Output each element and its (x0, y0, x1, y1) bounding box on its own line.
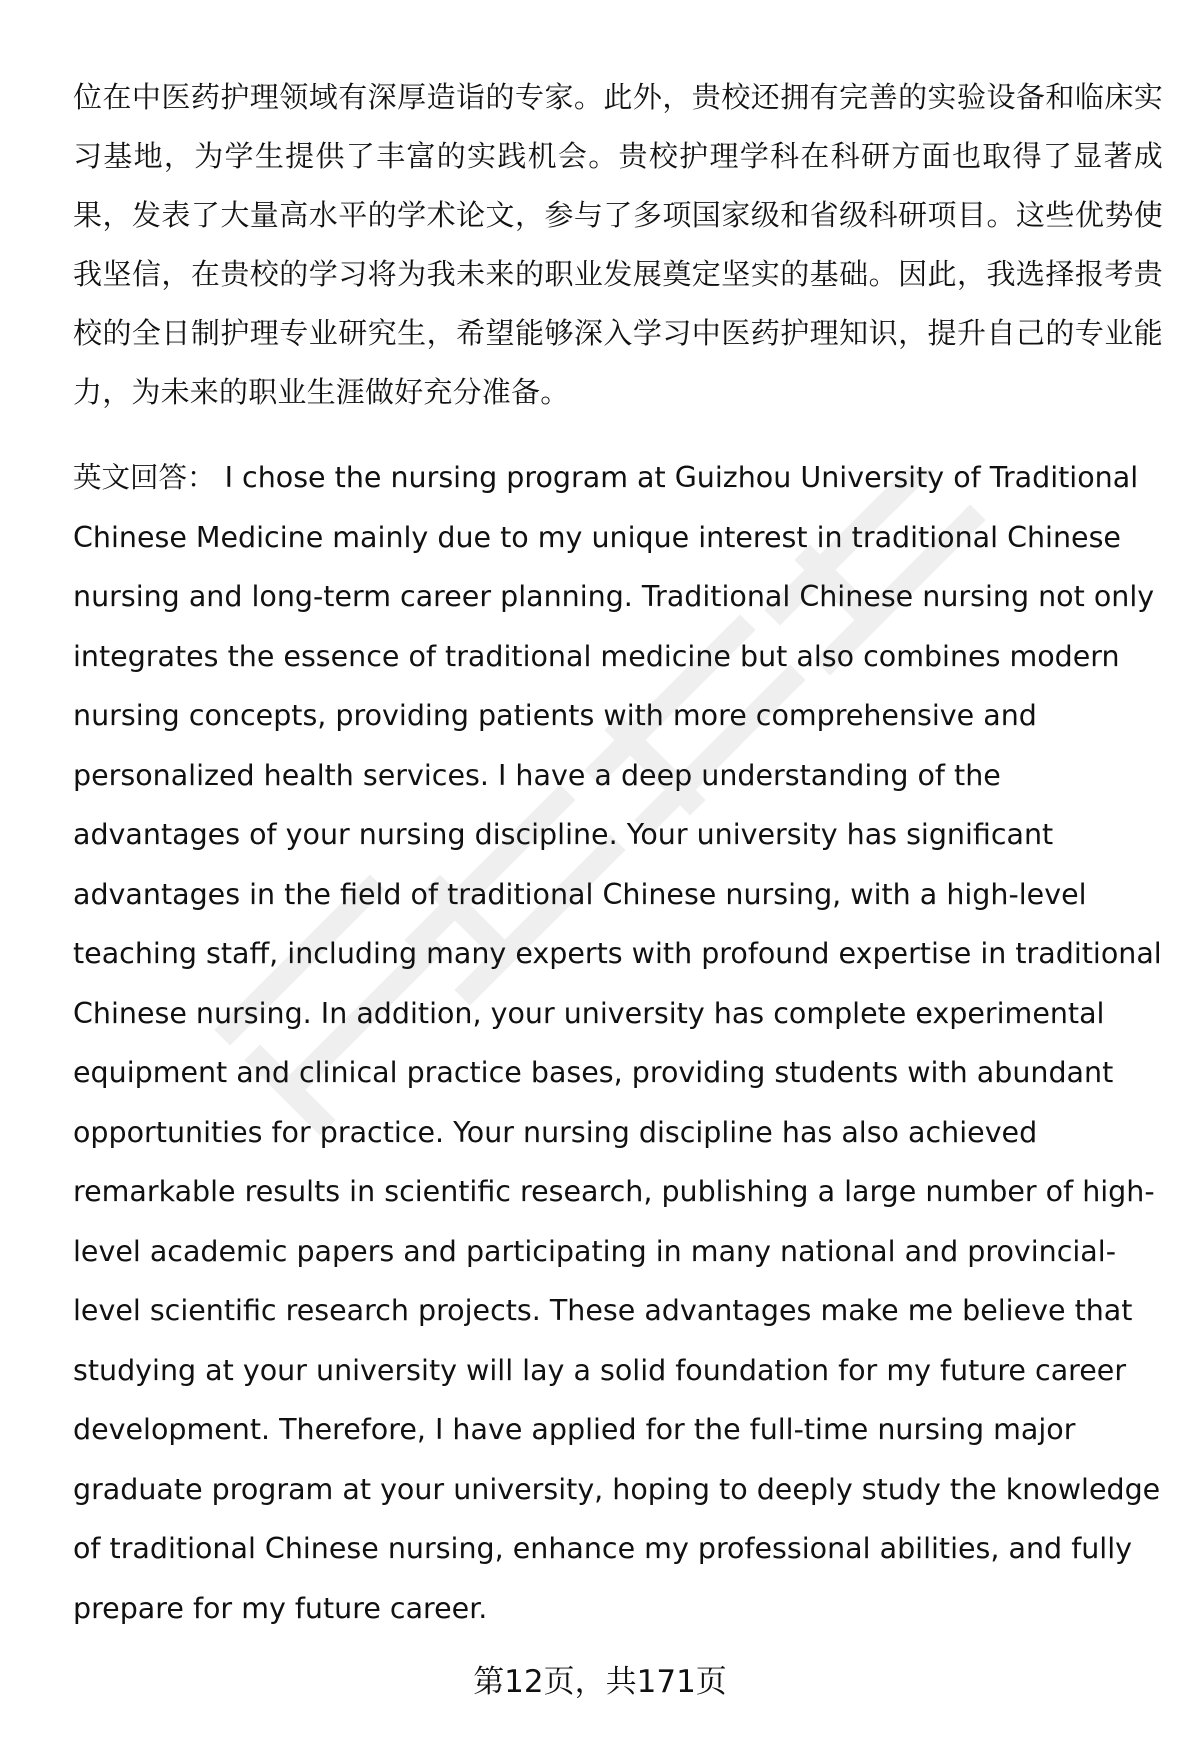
english-answer-text: I chose the nursing program at Guizhou University of Traditional Chinese Medicine mainly due to my unique interest in traditional Chinese nursing and long-term career planning. Traditional Chinese nursing not only integrates the essence of traditional medicine but also combines modern nursing concepts, providing patients with more comprehensive and personalized health services. I have a deep understanding of the advantages of your nursing discipline. Your university has significant advantages in the field of traditional Chinese nursing, with a high-level teaching staff, including many experts with profound expertise in traditional Chinese nursing. In addition, your university has complete experimental equipment and clinical practice bases, providing students with abundant opportunities for practice. Your nursing discipline has also achieved remarkable results in scientific research, publishing a large number of high-level academic papers and participating in many national and provincial-level scientific research projects. These advantages make me believe that studying at your university will lay a solid foundation for my future career development. Therefore, I have applied for the full-time nursing major graduate program at your university, hoping to deeply study the knowledge of traditional Chinese nursing, enhance my professional abilities, and fully prepare for my future career. (73, 461, 1162, 1625)
english-answer-paragraph (73, 448, 1163, 1638)
chinese-paragraph: 位在中医药护理领域有深厚造诣的专家。此外，贵校还拥有完善的实验设备和临床实习基地，为学生提供了丰富的实践机会。贵校护理学科在科研方面也取得了显著成果，发表了大量高水平的学术论文，参与了多项国家级和省级科研项目。这些优势使我坚信，在贵校的学习将为我未来的职业发展奠定坚实的基础。因此，我选择报考贵校的全日制护理专业研究生，希望能够深入学习中医药护理知识，提升自己的专业能力，为未来的职业生涯做好充分准备。 (73, 80, 1163, 409)
page-number-footer: 第12页，共171页 (473, 1664, 727, 1700)
document-body (73, 68, 1163, 1638)
english-answer-label: 英文回答： (73, 461, 216, 494)
